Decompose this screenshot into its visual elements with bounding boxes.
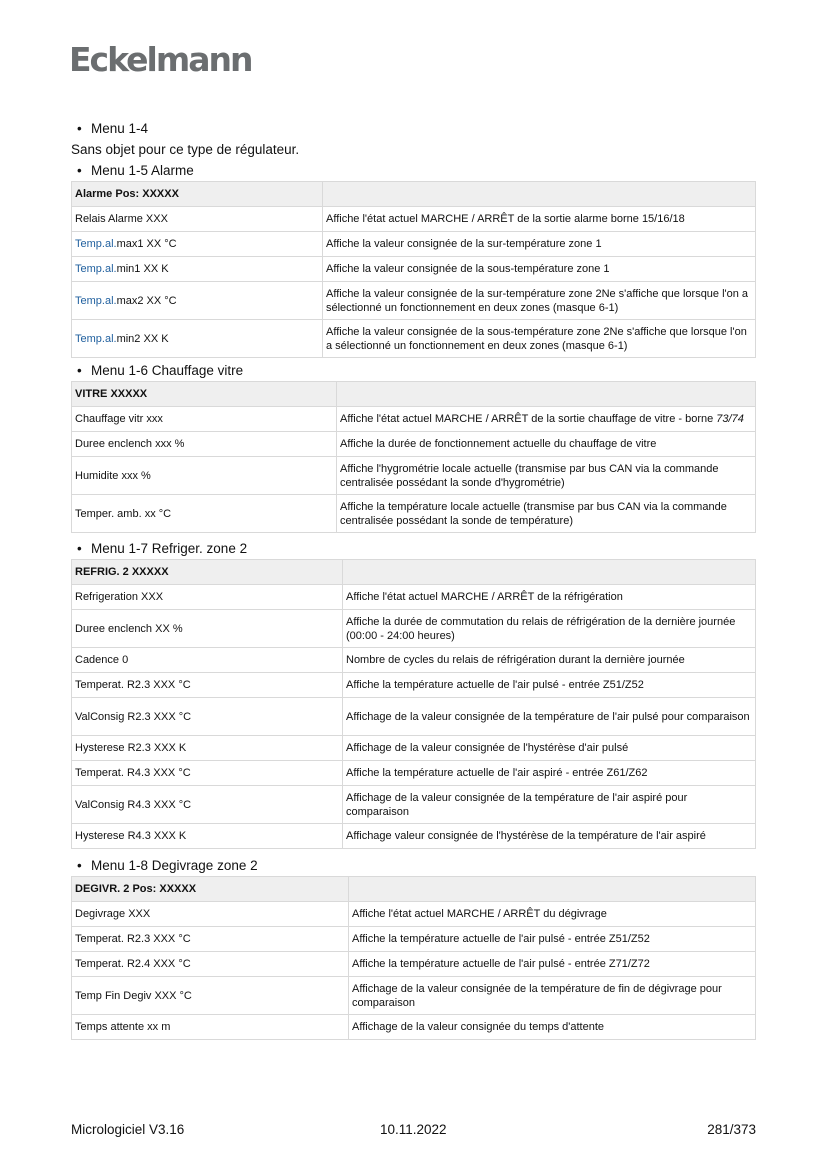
row-label: Duree enclench XX % — [72, 610, 343, 648]
menu-1-5-heading — [71, 161, 756, 181]
row-description: Affiche la valeur consignée de la sous-température zone 2Ne s'affiche que lorsque l'on a sélectionné un fonctionnement en deux zones (masque 6-1) — [323, 320, 756, 358]
row-description: Affiche l'hygrométrie locale actuelle (transmise par bus CAN via la commande centralisée possédant la sonde d'hygrométrie) — [337, 457, 756, 495]
table-header-cell: REFRIG. 2 XXXXX — [72, 560, 343, 585]
menu-1-7-heading — [71, 539, 756, 559]
table-row — [72, 648, 756, 673]
menu-1-4-title: Menu 1-4 — [91, 121, 149, 136]
row-description: Affichage de la valeur consignée de la température de fin de dégivrage pour comparaison — [349, 977, 756, 1015]
table-row — [72, 432, 756, 457]
table-row — [72, 232, 756, 257]
row-label — [72, 257, 323, 282]
row-description: Affiche la valeur consignée de la sur-température zone 1 — [323, 232, 756, 257]
table-row — [72, 902, 756, 927]
table-row — [72, 786, 756, 824]
table-row — [72, 927, 756, 952]
table-row — [72, 673, 756, 698]
table-row — [72, 1015, 756, 1040]
table-header-row — [72, 560, 756, 585]
row-label-suffix: min2 XX K — [116, 332, 169, 345]
table-row — [72, 824, 756, 849]
row-label-suffix: max1 XX °C — [116, 238, 177, 250]
row-label-suffix: min1 XX K — [116, 263, 169, 275]
bullet-dot: • — [77, 163, 82, 178]
row-label: Chauffage vitr xxx — [72, 407, 337, 432]
row-label — [72, 282, 323, 320]
bullet-dot: • — [77, 363, 82, 378]
table-header-cell-empty — [337, 382, 756, 407]
table-header-cell: Alarme Pos: XXXXX — [72, 182, 323, 207]
menu-1-5-title: Menu 1-5 Alarme — [91, 163, 194, 178]
row-label: Humidite xxx % — [72, 457, 337, 495]
table-row — [72, 320, 756, 358]
temp-al-link[interactable]: Temp.al. — [75, 263, 117, 275]
row-label: Duree enclench xxx % — [72, 432, 337, 457]
table-header-cell: VITRE XXXXX — [72, 382, 337, 407]
page-content — [71, 119, 756, 1040]
row-description: Affiche la durée de fonctionnement actuelle du chauffage de vitre — [337, 432, 756, 457]
row-label: Refrigeration XXX — [72, 585, 343, 610]
temp-al-link[interactable]: Temp.al. — [75, 238, 117, 250]
table-row — [72, 736, 756, 761]
menu-1-5-table — [71, 181, 756, 358]
row-description: Nombre de cycles du relais de réfrigération durant la dernière journée — [343, 648, 756, 673]
table-header-cell-empty — [323, 182, 756, 207]
row-description: Affiche la valeur consignée de la sous-température zone 1 — [323, 257, 756, 282]
table-header-cell: DEGIVR. 2 Pos: XXXXX — [72, 877, 349, 902]
bullet-dot: • — [77, 541, 82, 556]
row-label: ValConsig R4.3 XXX °C — [72, 786, 343, 824]
row-description: Affichage de la valeur consignée du temps d'attente — [349, 1015, 756, 1040]
footer-date: 10.11.2022 — [380, 1122, 447, 1137]
temp-al-link[interactable]: Temp.al. — [75, 332, 117, 345]
row-label: Temper. amb. xx °C — [72, 495, 337, 533]
bullet-dot: • — [77, 858, 82, 873]
row-description: Affichage de la valeur consignée de la température de l'air pulsé pour comparaison — [343, 698, 756, 736]
row-description: Affiche la valeur consignée de la sur-température zone 2Ne s'affiche que lorsque l'on a sélectionné un fonctionnement en deux zones (masque 6-1) — [323, 282, 756, 320]
table-row — [72, 495, 756, 533]
table-row — [72, 457, 756, 495]
row-description: Affichage de la valeur consignée de l'hystérèse d'air pulsé — [343, 736, 756, 761]
table-header-cell-empty — [343, 560, 756, 585]
row-description: Affiche la température actuelle de l'air pulsé - entrée Z71/Z72 — [349, 952, 756, 977]
terminal-number: 73/74 — [716, 413, 744, 425]
row-label: Temperat. R2.3 XXX °C — [72, 673, 343, 698]
footer-firmware-version: Micrologiciel V3.16 — [71, 1122, 185, 1137]
temp-al-link[interactable]: Temp.al. — [75, 294, 117, 307]
row-description: Affiche l'état actuel MARCHE / ARRÊT de la réfrigération — [343, 585, 756, 610]
table-header-row — [72, 182, 756, 207]
row-label: ValConsig R2.3 XXX °C — [72, 698, 343, 736]
table-header-row — [72, 382, 756, 407]
bullet-dot: • — [77, 121, 82, 136]
row-label: Cadence 0 — [72, 648, 343, 673]
menu-1-4-text: Sans objet pour ce type de régulateur. — [71, 142, 300, 157]
row-label: Temp Fin Degiv XXX °C — [72, 977, 349, 1015]
row-description: Affiche l'état actuel MARCHE / ARRÊT de la sortie alarme borne 15/16/18 — [323, 207, 756, 232]
table-row — [72, 585, 756, 610]
row-description: Affiche la température actuelle de l'air aspiré - entrée Z61/Z62 — [343, 761, 756, 786]
row-description: Affiche la température actuelle de l'air pulsé - entrée Z51/Z52 — [343, 673, 756, 698]
menu-1-7-title: Menu 1-7 Refriger. zone 2 — [91, 541, 248, 556]
table-row — [72, 610, 756, 648]
table-header-row — [72, 877, 756, 902]
menu-1-8-table — [71, 876, 756, 1040]
row-label — [72, 232, 323, 257]
row-label: Relais Alarme XXX — [72, 207, 323, 232]
table-header-cell-empty — [349, 877, 756, 902]
row-description: Affiche la température locale actuelle (transmise par bus CAN via la commande centralisée possédant la sonde de température) — [337, 495, 756, 533]
menu-1-8-heading — [71, 856, 756, 876]
table-row — [72, 282, 756, 320]
menu-1-4-heading — [71, 119, 756, 139]
row-description — [337, 407, 756, 432]
table-row — [72, 698, 756, 736]
row-label: Temps attente xx m — [72, 1015, 349, 1040]
row-description: Affiche la température actuelle de l'air pulsé - entrée Z51/Z52 — [349, 927, 756, 952]
menu-1-6-title: Menu 1-6 Chauffage vitre — [91, 363, 244, 378]
footer-page-number: 281/373 — [707, 1122, 756, 1137]
row-label — [72, 320, 323, 358]
menu-1-8-title: Menu 1-8 Degivrage zone 2 — [91, 858, 258, 873]
table-row — [72, 977, 756, 1015]
row-description: Affiche l'état actuel MARCHE / ARRÊT du dégivrage — [349, 902, 756, 927]
menu-1-7-table — [71, 559, 756, 849]
menu-1-6-table — [71, 381, 756, 533]
row-label: Temperat. R2.4 XXX °C — [72, 952, 349, 977]
table-row — [72, 257, 756, 282]
row-label: Temperat. R4.3 XXX °C — [72, 761, 343, 786]
table-row — [72, 207, 756, 232]
row-label-suffix: max2 XX °C — [116, 294, 177, 307]
table-row — [72, 761, 756, 786]
row-description: Affichage de la valeur consignée de la température de l'air aspiré pour comparaison — [343, 786, 756, 824]
row-description: Affichage valeur consignée de l'hystérèse de la température de l'air aspiré — [343, 824, 756, 849]
row-description: Affiche la durée de commutation du relais de réfrigération de la dernière journée (00:00 - 24:00 heures) — [343, 610, 756, 648]
table-row — [72, 952, 756, 977]
row-label: Temperat. R2.3 XXX °C — [72, 927, 349, 952]
menu-1-6-heading — [71, 361, 756, 381]
row-label: Hysterese R4.3 XXX K — [72, 824, 343, 849]
eckelmann-logo: Eckelmann — [69, 40, 252, 79]
table-row — [72, 407, 756, 432]
row-description-text: Affiche l'état actuel MARCHE / ARRÊT de la sortie chauffage de vitre - borne — [340, 413, 717, 425]
row-label: Hysterese R2.3 XXX K — [72, 736, 343, 761]
row-label: Degivrage XXX — [72, 902, 349, 927]
